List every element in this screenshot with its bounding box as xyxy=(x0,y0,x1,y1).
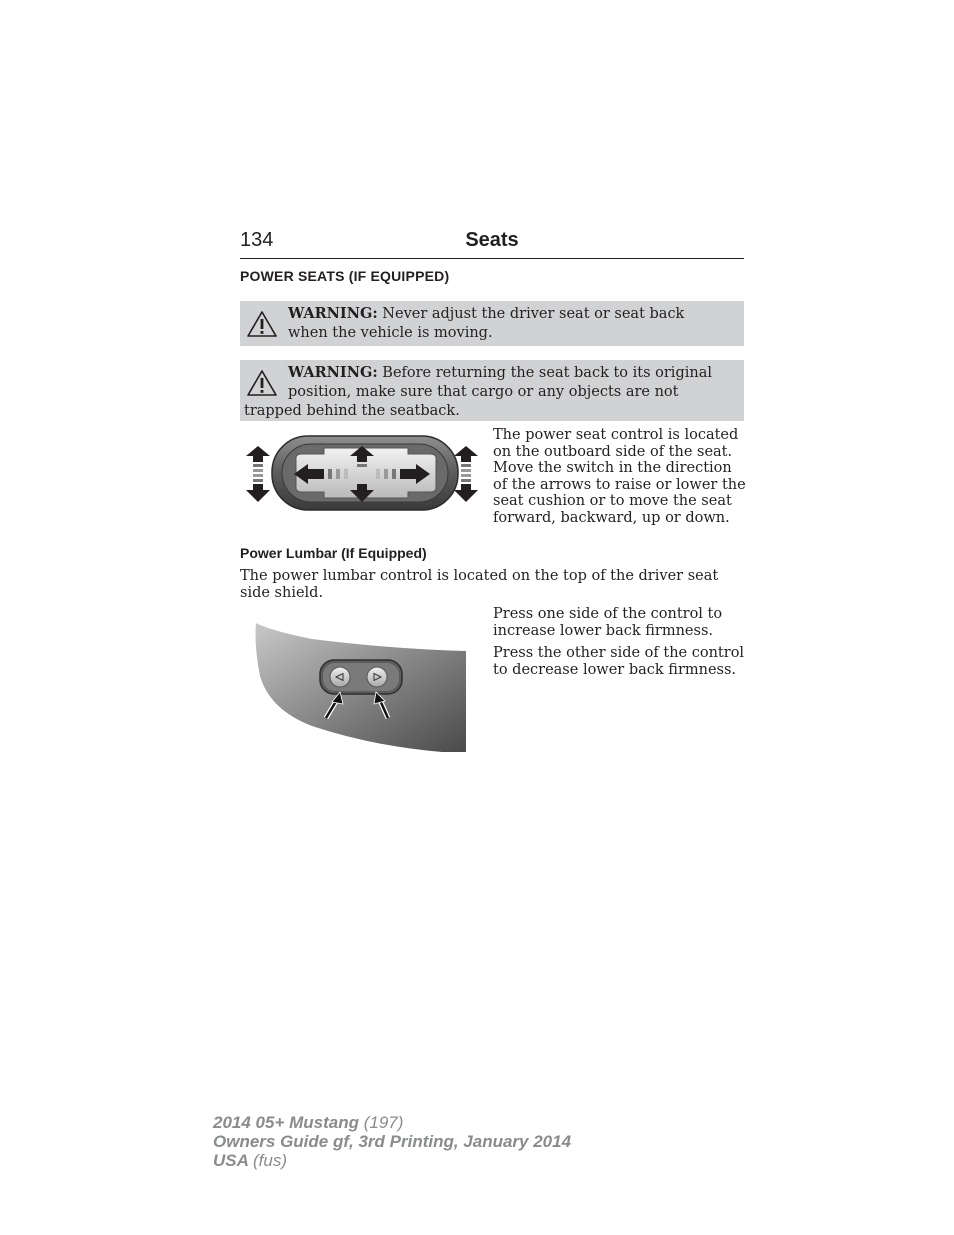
header-divider xyxy=(240,258,744,259)
footer-market: USA xyxy=(213,1151,249,1170)
warning-box xyxy=(240,360,744,421)
power-lumbar-intro: The power lumbar control is located on the top of the driver seat side shield. xyxy=(240,568,719,601)
warning-box xyxy=(240,301,744,346)
footer-model-code: (197) xyxy=(363,1113,404,1132)
power-lumbar-control-illustration xyxy=(252,616,468,754)
footer-line-model xyxy=(213,1113,571,1132)
lumbar-increase-instruction: Press one side of the control to increase lower back firmness. xyxy=(493,606,723,639)
lumbar-decrease-instruction: Press the other side of the control to decrease lower back firmness. xyxy=(493,645,745,678)
warning-triangle-icon xyxy=(246,310,278,338)
lumbar-decrease-button-icon xyxy=(330,667,350,687)
document-footer xyxy=(213,1113,571,1170)
lumbar-increase-button-icon xyxy=(367,667,387,687)
warning-text: Never adjust the driver seat or seat back when the vehicle is moving. xyxy=(288,306,685,341)
page-title: Seats xyxy=(465,229,519,251)
footer-model: 2014 05+ Mustang xyxy=(213,1113,359,1132)
warning-text: Before returning the seat back to its original position, make sure that cargo or any objects are not trapped behind the seatback. xyxy=(244,365,712,419)
page-number: 134 xyxy=(240,229,274,251)
warning-triangle-icon xyxy=(246,369,278,397)
section-heading: POWER SEATS (IF EQUIPPED) xyxy=(240,268,450,284)
footer-market-code: (fus) xyxy=(253,1151,287,1170)
warning-label: WARNING: xyxy=(288,305,378,322)
power-seat-control-illustration xyxy=(244,434,484,514)
warning-label: WARNING: xyxy=(288,364,378,381)
footer-printing: Owners Guide gf, 3rd Printing, January 2014 xyxy=(213,1132,572,1151)
power-lumbar-heading: Power Lumbar (If Equipped) xyxy=(240,545,427,561)
raise-lower-front-arrow-icon xyxy=(246,446,270,502)
power-seat-description: The power seat control is located on the outboard side of the seat. Move the switch in the direction of the arrows to raise or lower the seat cushion or to move the seat forward, backward, up or down. xyxy=(493,427,746,526)
footer-line-market xyxy=(213,1151,571,1170)
